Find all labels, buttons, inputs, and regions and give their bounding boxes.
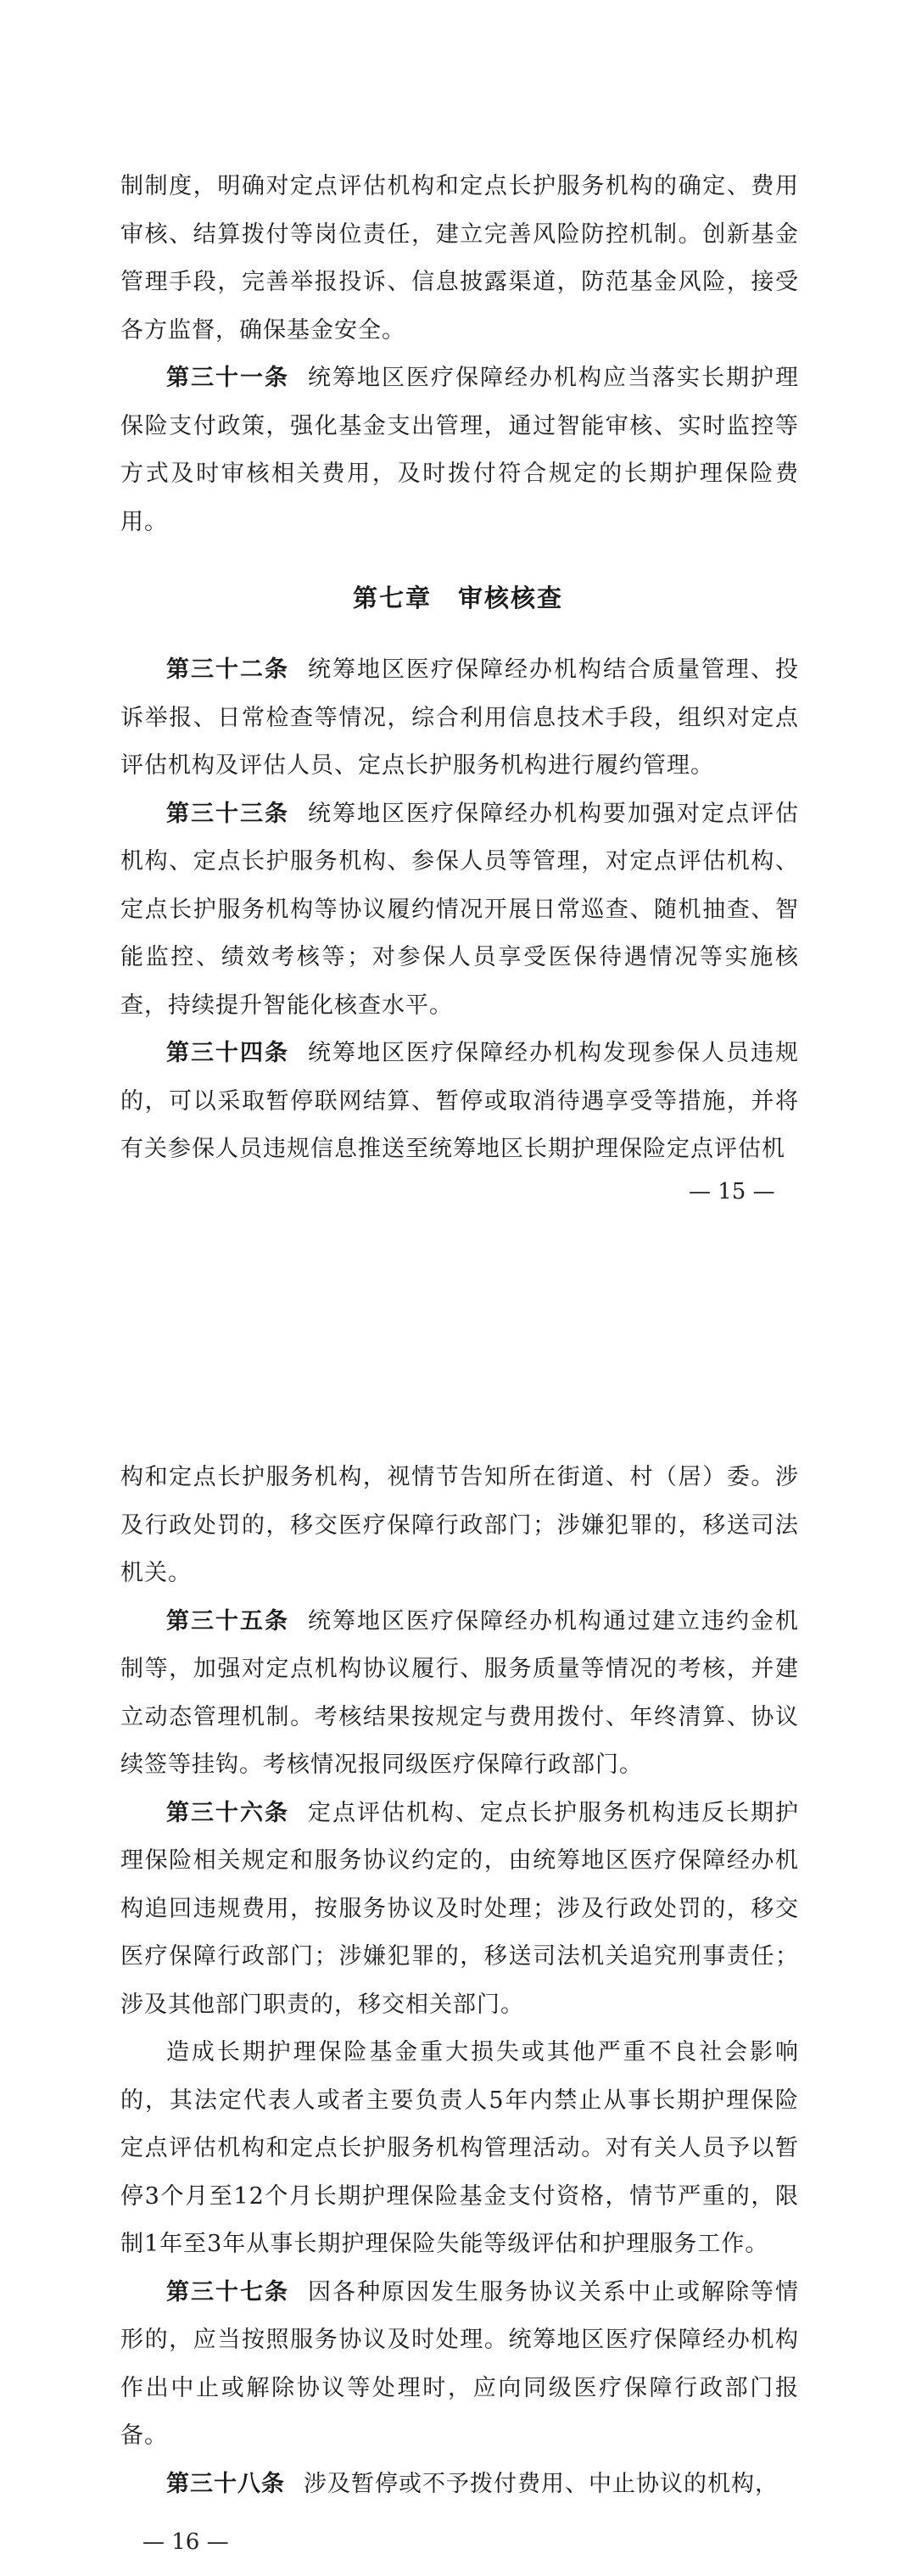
article-number: 第三十四条 <box>166 1040 289 1066</box>
page-number: — 15 — <box>689 1179 775 1204</box>
article-text: 定点评估机构、定点长护服务机构违反长期护理保险相关规定和服务协议约定的，由统筹地区医疗保障经办机构追回违规费用，按服务协议及时处理；涉及行政处罚的，移交医疗保障行政部门；涉嫌犯罪的，移送司法机关追究刑事责任；涉及其他部门职责的，移交相关部门。 <box>120 1799 799 2018</box>
article-text: 统筹地区医疗保障经办机构发现参保人员违规的，可以采取暂停联网结算、暂停或取消待遇享受等措施，并将有关参保人员违规信息推送至统筹地区长期护理保险定点评估机 <box>120 1040 799 1162</box>
article-number: 第三十三条 <box>166 800 289 827</box>
page-16-body <box>120 1454 799 2508</box>
article-text: 涉及暂停或不予拨付费用、中止协议的机构， <box>304 2470 779 2497</box>
chapter-7-body <box>120 646 799 1174</box>
article-32 <box>120 646 799 791</box>
article-number: 第三十七条 <box>166 2278 289 2305</box>
article-36-paragraph-2: 造成长期护理保险基金重大损失或其他严重不良社会影响的，其法定代表人或者主要负责人5年内禁止从事长期护理保险定点评估机构和定点长护服务机构管理活动。对有关人员予以暂停3个月至12个月长期护理保险基金支付资格，情节严重的，限制1年至3年从事长期护理保险失能等级评估和护理服务工作。 <box>120 2039 799 2257</box>
document-page-16 <box>0 1272 916 2576</box>
article-text: 因各种原因发生服务协议关系中止或解除等情形的，应当按照服务协议及时处理。统筹地区医疗保障经办机构作出中止或解除协议等处理时，应向同级医疗保障行政部门报备。 <box>120 2278 799 2449</box>
paragraph-continued: 构和定点长护服务机构，视情节告知所在街道、村（居）委。涉及行政处罚的，移交医疗保障行政部门；涉嫌犯罪的，移送司法机关。 <box>120 1464 799 1586</box>
article-text: 统筹地区医疗保障经办机构通过建立违约金机制等，加强对定点机构协议履行、服务质量等情况的考核，并建立动态管理机制。考核结果按规定与费用拨付、年终清算、协议续签等挂钩。考核情况报同级医疗保障行政部门。 <box>120 1607 799 1778</box>
article-text: 统筹地区医疗保障经办机构结合质量管理、投诉举报、日常检查等情况，综合利用信息技术手段，组织对定点评估机构及评估人员、定点长护服务机构进行履约管理。 <box>120 657 799 779</box>
page-number: — 16 — <box>142 2529 229 2555</box>
article-36 <box>120 1790 799 2030</box>
article-34 <box>120 1030 799 1174</box>
article-33 <box>120 791 799 1031</box>
article-number: 第三十八条 <box>166 2470 285 2497</box>
chapter-title: 第七章 审核核查 <box>352 584 563 612</box>
article-31 <box>120 355 799 546</box>
article-35 <box>120 1598 799 1790</box>
article-text: 统筹地区医疗保障经办机构应当落实长期护理保险支付政策，强化基金支出管理，通过智能审核、实时监控等方式及时审核相关费用，及时拨付符合规定的长期护理保险费用。 <box>120 365 799 535</box>
article-number: 第三十一条 <box>166 365 289 391</box>
document-page-15 <box>0 0 916 1272</box>
article-number: 第三十二条 <box>166 657 289 683</box>
article-number: 第三十六条 <box>166 1799 289 1826</box>
article-37 <box>120 2269 799 2461</box>
paragraph-continued: 制制度，明确对定点评估机构和定点长护服务机构的确定、费用审核、结算拨付等岗位责任，建立完善风险防控机制。创新基金管理手段，完善举报投诉、信息披露渠道，防范基金风险，接受各方监督，确保基金安全。 <box>120 173 799 344</box>
article-text: 统筹地区医疗保障经办机构要加强对定点评估机构、定点长护服务机构、参保人员等管理，对定点评估机构、定点长护服务机构等协议履约情况开展日常巡查、随机抽查、智能监控、绩效考核等；对参保人员享受医保待遇情况等实施核查，持续提升智能化核查水平。 <box>120 800 799 1019</box>
section-fund-management <box>120 163 799 546</box>
article-38 <box>120 2461 799 2509</box>
article-number: 第三十五条 <box>166 1607 289 1634</box>
